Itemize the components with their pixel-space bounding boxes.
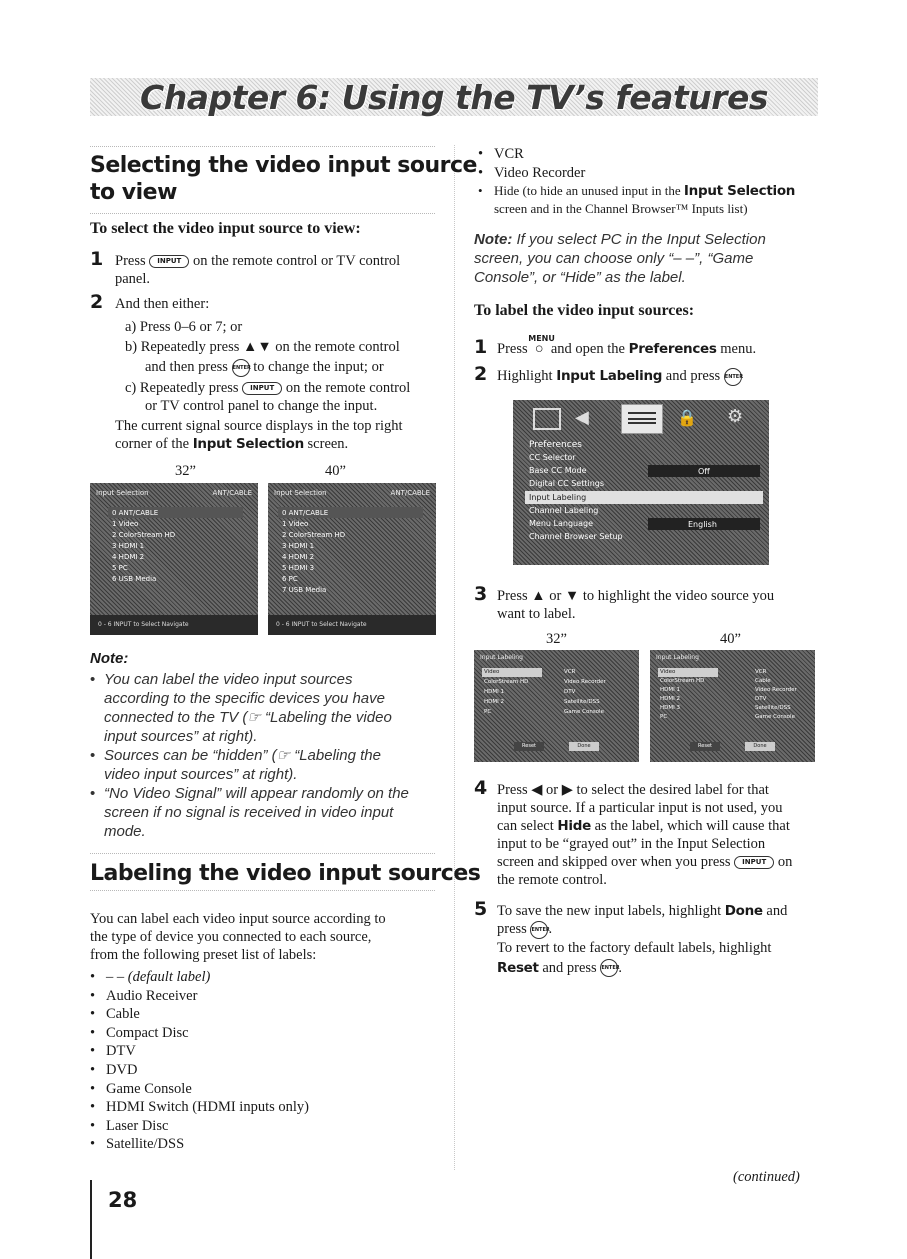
menu-item: 2 ColorStream HD (282, 531, 346, 539)
intro-text (90, 910, 440, 964)
option-b: b) Repeatedly press ▲▼ on the remote control (125, 339, 400, 355)
label-item (90, 968, 440, 987)
menu-title: Preferences (529, 440, 582, 450)
text: and press (542, 959, 597, 976)
step-1-text (497, 334, 817, 358)
reset-button: Reset (690, 742, 720, 751)
keyword: Hide (557, 818, 591, 834)
menu-item: Base CC Mode (529, 466, 587, 475)
step-number: 5 (474, 898, 488, 920)
step-number: 1 (90, 248, 104, 270)
menu-item: Digital CC Settings (529, 479, 605, 488)
continued-label: (continued) (733, 1169, 800, 1185)
text (115, 435, 445, 453)
label-item: • Video Recorder (478, 164, 823, 183)
size-label-32: 32” (175, 463, 196, 479)
step-number: 2 (90, 291, 104, 313)
keyword: Reset (497, 959, 539, 976)
text: screen and skipped over when you press (497, 854, 731, 870)
reset-button: Reset (514, 742, 544, 751)
text-line: You can label each video input source according to (90, 911, 386, 927)
menu-item: 2 ColorStream HD (112, 531, 176, 539)
text-line: press ENTER. (497, 921, 553, 937)
menu-item: Menu Language (529, 519, 593, 528)
note-line: Sources can be “hidden” (☞ “Labeling the (104, 747, 381, 764)
step-number: 4 (474, 777, 488, 799)
text: menu. (720, 341, 757, 357)
screen-source: ANT/CABLE (212, 489, 252, 497)
label-list (90, 968, 440, 1154)
keyword: Input Labeling (556, 368, 663, 384)
input-name: HDMI 2 (660, 696, 680, 702)
enter-button-icon: ENTER (600, 959, 618, 977)
input-name: Video (484, 669, 500, 675)
text: on the remote control or TV control (192, 253, 401, 269)
text-line (497, 817, 827, 835)
input-label: VCR (755, 669, 767, 675)
note-line: Console”, or “Hide” as the label. (474, 269, 686, 286)
text: press (497, 921, 527, 937)
rule (90, 890, 435, 891)
input-label: DTV (755, 696, 767, 702)
input-labeling-screen-40 (650, 650, 815, 762)
input-button-icon: INPUT (149, 255, 189, 268)
input-label: Game Console (755, 714, 795, 720)
step-2-text (497, 367, 817, 386)
text: on the remote control (285, 379, 411, 396)
text-line (497, 853, 827, 871)
rule (90, 146, 435, 147)
menu-item-selected: Input Labeling (529, 493, 587, 502)
step-number: 1 (474, 336, 488, 358)
note-line: connected to the TV (☞ “Labeling the video (104, 709, 392, 726)
section-title-line: Selecting the video input source (90, 153, 477, 178)
option-b-cont (115, 358, 445, 377)
label-item: • HDMI Switch (HDMI inputs only) (90, 1098, 440, 1117)
menu-item: 6 PC (282, 575, 298, 583)
note-line: according to the specific devices you have (104, 690, 385, 707)
note-item (90, 784, 440, 841)
preferences-icon (621, 404, 663, 434)
note-item (90, 746, 440, 784)
menu-item: 1 Video (112, 520, 139, 528)
section-title-line: to view (90, 180, 177, 205)
menu-item: 6 USB Media (112, 575, 157, 583)
footer-rule (90, 1180, 92, 1259)
text-line: Press ◀ or ▶ to select the desired label for that (497, 782, 769, 798)
label-item: • Audio Receiver (90, 987, 440, 1006)
label-text: – – (default label) (106, 969, 211, 985)
chapter-banner (90, 78, 818, 116)
label-item: • VCR (478, 145, 823, 164)
input-name: HDMI 1 (484, 689, 504, 695)
rule (90, 853, 435, 854)
text: panel. (115, 271, 151, 287)
size-label-32: 32” (546, 631, 567, 647)
input-name: HDMI 2 (484, 699, 504, 705)
enter-button-icon: ENTER (232, 359, 250, 377)
input-label: Satellite/DSS (755, 705, 791, 711)
screen-header: Input Labeling (480, 654, 523, 661)
text-line: input source. If a particular input is not used, you (497, 800, 783, 816)
done-button: Done (569, 742, 599, 751)
step-5-text (497, 902, 827, 977)
label-item: • Game Console (90, 1080, 440, 1099)
text: Highlight (497, 368, 553, 384)
note-right (474, 230, 824, 287)
menu-button-icon: MENU ○ (531, 340, 547, 358)
text: on (777, 854, 793, 870)
page-number: 28 (108, 1188, 138, 1212)
menu-item: 0 ANT/CABLE (282, 509, 329, 517)
text-line (497, 902, 827, 920)
text: and open the (550, 341, 625, 357)
menu-item: 5 PC (112, 564, 128, 572)
preferences-icon-line (628, 422, 656, 424)
menu-item: 3 HDMI 1 (112, 542, 145, 550)
step-4-text (497, 781, 827, 889)
text: To save the new input labels, highlight (497, 903, 722, 919)
input-label: Satellite/DSS (564, 699, 600, 705)
menu-item: Channel Labeling (529, 506, 599, 515)
preferences-menu-screen (513, 400, 769, 565)
text: to change the input; or (253, 359, 384, 375)
input-name: ColorStream HD (660, 678, 705, 684)
input-name: PC (484, 709, 492, 715)
text-line: Press ▲ or ▼ to highlight the video source you (497, 588, 775, 604)
step-number: 2 (474, 363, 488, 385)
input-label: Cable (755, 678, 771, 684)
menu-item: 4 HDMI 2 (282, 553, 315, 561)
note-heading: Note: (90, 650, 129, 667)
step-1-text (115, 252, 445, 288)
input-label: Video Recorder (755, 687, 797, 693)
note-line: video input sources” at right). (104, 766, 298, 783)
text-line: from the following preset list of labels: (90, 947, 317, 963)
step-number: 3 (474, 583, 488, 605)
text: The current signal source displays in the top right (115, 417, 403, 434)
note-line: screen if no signal is received in video input (104, 804, 394, 821)
screen-header: Input Selection (274, 489, 327, 497)
menu-item: 0 ANT/CABLE (112, 509, 159, 517)
audio-icon: ◀ (575, 407, 589, 428)
text-line: the remote control. (497, 872, 607, 888)
input-label: DTV (564, 689, 576, 695)
text-line: want to label. (497, 606, 576, 622)
lock-icon: 🔒 (677, 408, 697, 427)
text: and (766, 903, 788, 919)
text: c) Repeatedly press (125, 379, 239, 396)
menu-item: 3 HDMI 1 (282, 542, 315, 550)
screen-source: ANT/CABLE (390, 489, 430, 497)
input-name: PC (660, 714, 668, 720)
text: can select (497, 818, 554, 834)
screen-header: Input Selection (96, 489, 149, 497)
note-line: “No Video Signal” will appear randomly on the (104, 785, 409, 802)
subhead: To label the video input sources: (474, 302, 695, 319)
label-item: • Cable (90, 1005, 440, 1024)
input-label: VCR (564, 669, 576, 675)
input-name: ColorStream HD (484, 679, 529, 685)
text: and press (665, 368, 721, 384)
subhead: To select the video input source to view: (90, 220, 361, 237)
gear-icon: ⚙ (727, 406, 744, 427)
label-item: • Satellite/DSS (90, 1135, 440, 1154)
label-item: • Laser Disc (90, 1117, 440, 1136)
menu-value: English (688, 520, 717, 529)
input-selection-screen-32 (90, 483, 258, 635)
input-label: Game Console (564, 709, 604, 715)
note-heading: Note: (474, 231, 513, 248)
keyword: Input Selection (192, 435, 304, 452)
text: screen. (307, 435, 349, 452)
label-item: • DTV (90, 1042, 440, 1061)
text-line: To revert to the factory default labels, highlight (497, 939, 772, 956)
size-label-40: 40” (325, 463, 346, 479)
menu-label: MENU (528, 334, 555, 343)
note-line: screen, you can choose only “– –”, “Game (474, 250, 754, 267)
option-a: a) Press 0–6 or 7; or (125, 319, 243, 335)
note-line: input sources” at right). (104, 728, 258, 745)
size-label-40: 40” (720, 631, 741, 647)
step-2-text (115, 295, 445, 453)
label-list-cont (478, 145, 823, 218)
menu-item: 4 HDMI 2 (112, 553, 145, 561)
input-name: Video (660, 669, 676, 675)
menu-item: 7 USB Media (282, 586, 327, 594)
input-selection-screen-40 (268, 483, 436, 635)
option-c-cont: or TV control panel to change the input. (145, 397, 378, 414)
option-c (115, 379, 445, 397)
menu-item: CC Selector (529, 453, 576, 462)
rule (90, 213, 435, 214)
screen-footer (268, 615, 436, 635)
keyword: Preferences (628, 341, 717, 357)
text: Hide (to hide an unused input in the (494, 183, 681, 199)
note-line: You can label the video input sources (104, 671, 353, 688)
done-button: Done (745, 742, 775, 751)
preferences-icon-lines (628, 412, 656, 420)
input-name: HDMI 3 (660, 705, 680, 711)
text: as the label, which will cause that (594, 818, 790, 834)
enter-button-icon: ENTER (724, 368, 742, 386)
text: screen and in the Channel Browser™ Inputs list) (494, 201, 748, 217)
note-line: mode. (104, 823, 146, 840)
input-button-icon: INPUT (242, 382, 282, 395)
input-label: Video Recorder (564, 679, 606, 685)
input-labeling-screen-32 (474, 650, 639, 762)
text-line: the type of device you connected to each source, (90, 929, 372, 945)
enter-button-icon: ENTER (530, 921, 548, 939)
footer-text: 0 - 6 INPUT to Select Navigate (276, 621, 367, 628)
text: Press (115, 253, 146, 269)
menu-item: 1 Video (282, 520, 309, 528)
note-item (90, 670, 440, 746)
column-divider (454, 145, 455, 1170)
screen-footer (90, 615, 258, 635)
section-title: Labeling the video input sources (90, 861, 481, 886)
text-line: input to be “grayed out” in the Input Selection (497, 836, 766, 852)
step-3-text (497, 587, 817, 623)
label-item (478, 182, 823, 218)
input-button-icon: INPUT (734, 856, 774, 869)
label-item: • DVD (90, 1061, 440, 1080)
text-line: Reset and press ENTER. (497, 959, 622, 976)
text: And then either: (115, 296, 210, 312)
note-line: If you select PC in the Input Selection (516, 231, 766, 248)
picture-icon (533, 408, 561, 430)
keyword: Done (724, 903, 763, 919)
label-item: • Compact Disc (90, 1024, 440, 1043)
footer-text: 0 - 6 INPUT to Select Navigate (98, 621, 189, 628)
section-title (90, 152, 477, 206)
screen-header: Input Labeling (656, 654, 699, 661)
keyword: Input Selection (683, 183, 796, 200)
text: and then press (145, 359, 228, 375)
text: Press (497, 341, 528, 357)
text: corner of the (115, 435, 190, 452)
chapter-title: Chapter 6: Using the TV’s features (140, 77, 768, 117)
input-name: HDMI 1 (660, 687, 680, 693)
menu-item: 5 HDMI 3 (282, 564, 315, 572)
menu-item: Channel Browser Setup (529, 532, 623, 541)
note-body (90, 670, 440, 841)
menu-value: Off (698, 467, 710, 476)
